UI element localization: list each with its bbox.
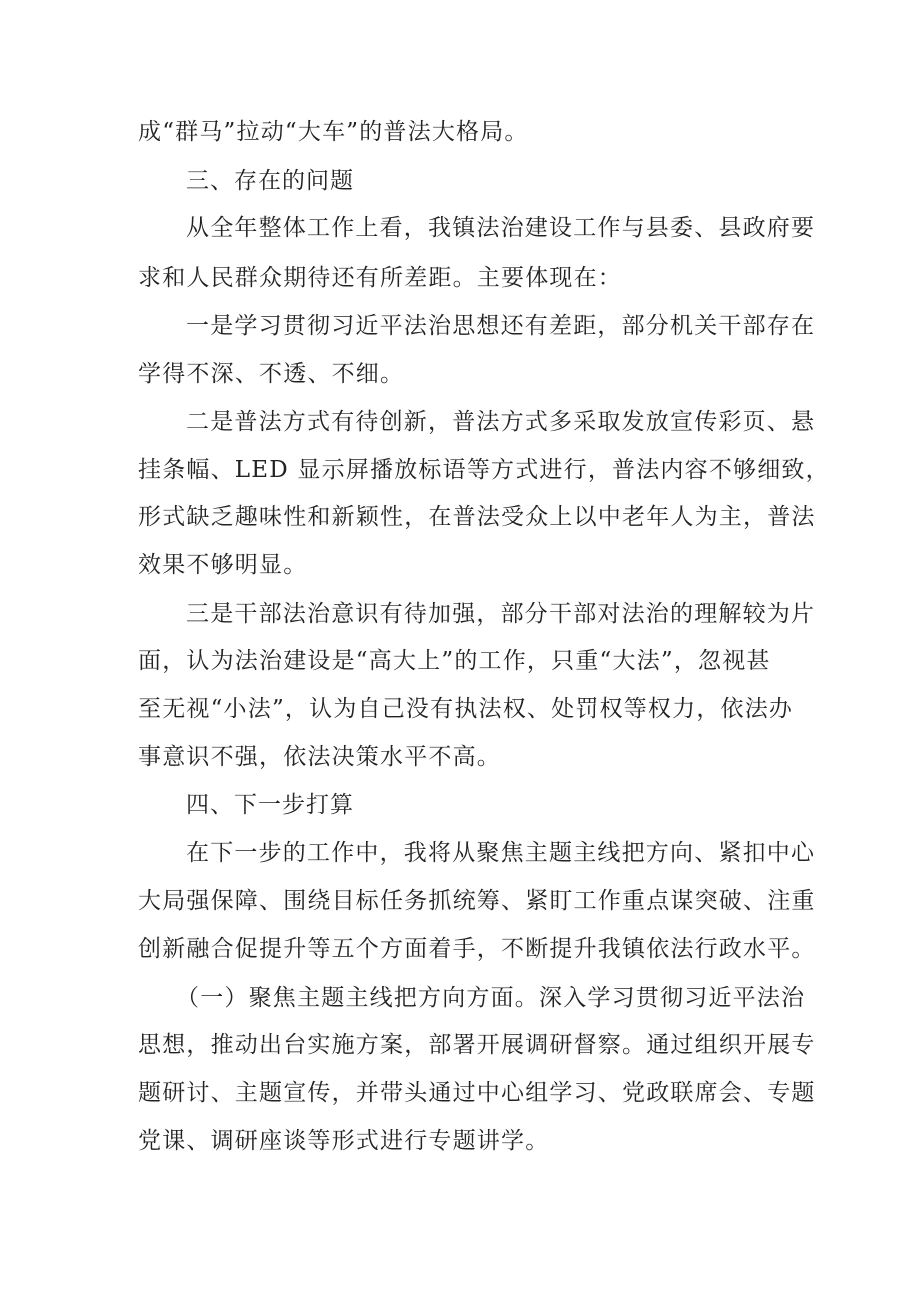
- paragraph-line: （一）聚焦主题主线把方向方面。深入学习贯彻习近平法治: [176, 985, 806, 1011]
- paragraph-line: 在下一步的工作中，我将从聚焦主题主线把方向、紧扣中心: [186, 840, 816, 866]
- paragraph-line: 形式缺乏趣味性和新颖性，在普法受众上以中老年人为主，普法: [138, 504, 816, 530]
- paragraph-line: 效果不够明显。: [138, 552, 308, 578]
- paragraph-line: 党课、调研座谈等形式进行专题讲学。: [138, 1128, 550, 1154]
- paragraph-line: 大局强保障、围绕目标任务抓统筹、紧盯工作重点谋突破、注重: [138, 888, 816, 914]
- paragraph-line: 题研讨、主题宣传，并带头通过中心组学习、党政联席会、专题: [138, 1080, 816, 1106]
- paragraph-line: 事意识不强，依法决策水平不高。: [138, 744, 501, 770]
- paragraph-line: 二是普法方式有待创新，普法方式多采取发放宣传彩页、悬: [186, 409, 816, 435]
- paragraph-line: 三是干部法治意识有待加强，部分干部对法治的理解较为片: [186, 601, 816, 627]
- paragraph-line: 创新融合促提升等五个方面着手，不断提升我镇依法行政水平。: [138, 936, 816, 962]
- paragraph-line: 思想，推动出台实施方案，部署开展调研督察。通过组织开展专: [138, 1032, 816, 1058]
- paragraph-line: 学得不深、不透、不细。: [138, 361, 405, 387]
- paragraph-line: 面，认为法治建设是“高大上”的工作，只重“大法”，忽视甚: [138, 648, 771, 674]
- paragraph-line: 成“群马”拉动“大车”的普法大格局。: [138, 119, 529, 145]
- paragraph-line: 挂条幅、LED 显示屏播放标语等方式进行，普法内容不够细致，: [138, 457, 830, 483]
- paragraph-line: 从全年整体工作上看，我镇法治建设工作与县委、县政府要: [186, 215, 816, 241]
- paragraph-line: 至无视“小法”，认为自己没有执法权、处罚权等权力，依法办: [138, 696, 794, 722]
- paragraph-line: 一是学习贯彻习近平法治思想还有差距，部分机关干部存在: [186, 313, 816, 339]
- section-heading: 四、下一步打算: [186, 792, 354, 818]
- paragraph-line: 求和人民群众期待还有所差距。主要体现在：: [138, 265, 622, 291]
- section-heading: 三、存在的问题: [186, 168, 354, 194]
